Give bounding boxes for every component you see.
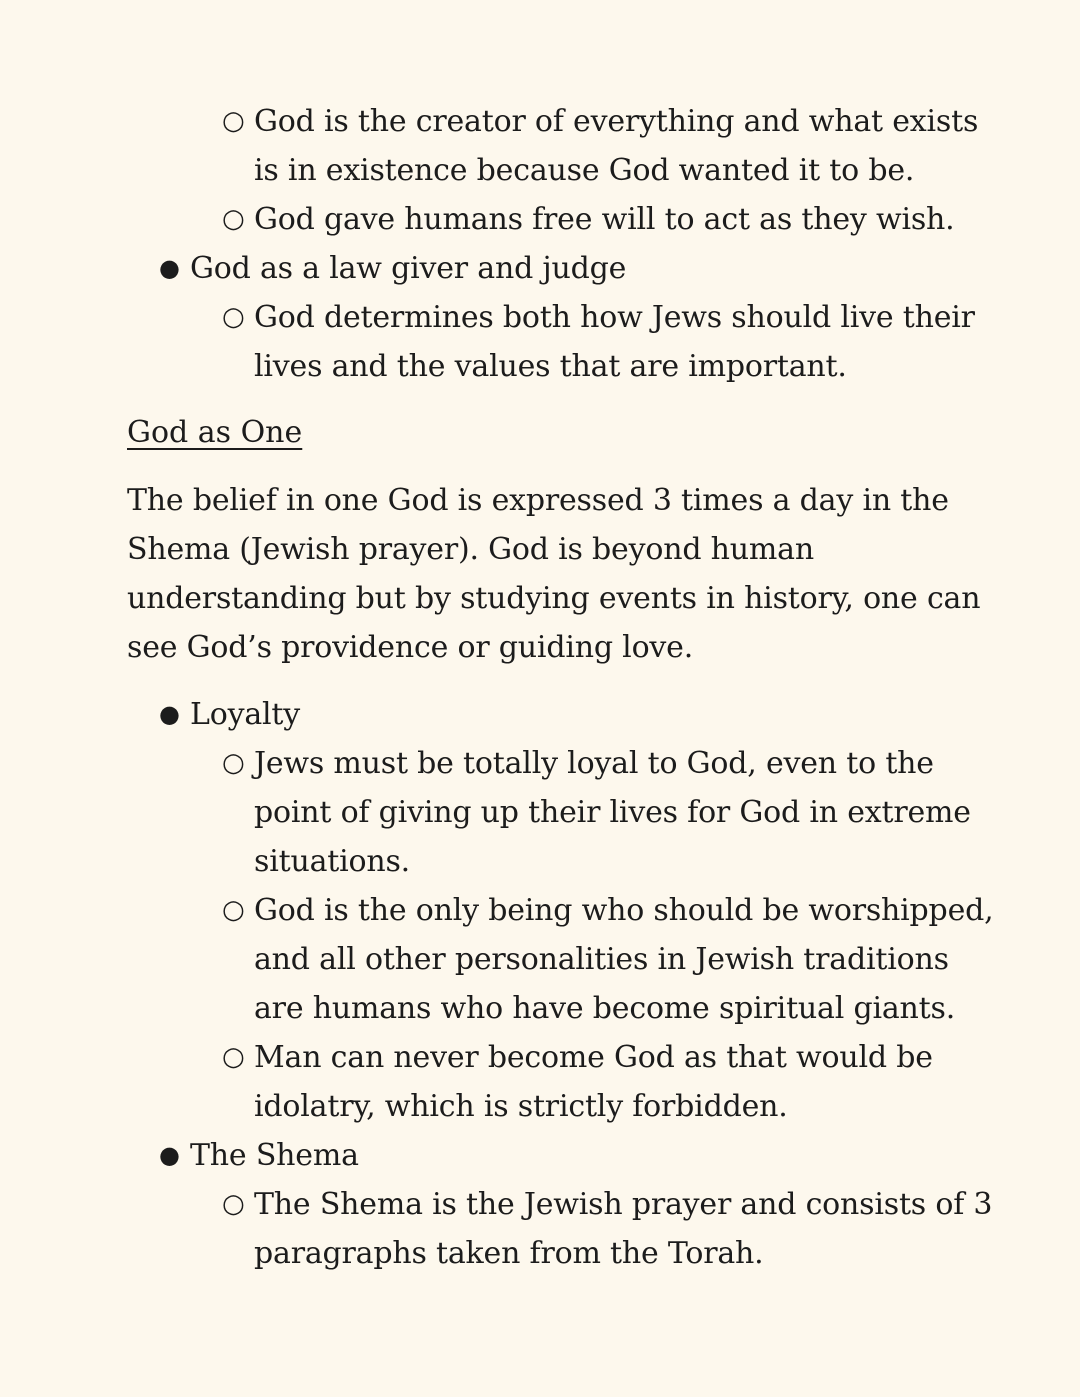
main-bullet-icon: ●: [159, 1141, 180, 1169]
paragraph-line-4: see God’s providence or guiding love.: [127, 630, 694, 665]
loyalty-item-3-line-1: Man can never become God as that would be: [254, 1040, 933, 1075]
paragraph-line-3: understanding but by studying events in history, one can: [127, 581, 981, 616]
creator-line-2: is in existence because God wanted it to be.: [254, 153, 915, 188]
loyalty-item-3-line-2: idolatry, which is strictly forbidden.: [254, 1089, 788, 1124]
main-bullet-icon: ●: [159, 700, 180, 728]
sub-bullet-icon: ○: [222, 302, 245, 332]
loyalty-label: Loyalty: [190, 697, 301, 732]
loyalty-item-2-line-3: are humans who have become spiritual giants.: [254, 991, 956, 1026]
section-heading: God as One: [127, 415, 303, 450]
loyalty-item-2-line-1: God is the only being who should be worshipped,: [254, 893, 994, 928]
law-giver-detail-line-2: lives and the values that are important.: [254, 349, 847, 384]
loyalty-item-1-line-2: point of giving up their lives for God in extreme: [254, 795, 971, 830]
sub-bullet-icon: ○: [222, 1042, 245, 1072]
sub-bullet-icon: ○: [222, 748, 245, 778]
loyalty-item-1-line-1: Jews must be totally loyal to God, even to the: [254, 746, 934, 781]
shema-detail-line-2: paragraphs taken from the Torah.: [254, 1236, 764, 1271]
loyalty-item-1-line-3: situations.: [254, 844, 411, 879]
law-giver-label: God as a law giver and judge: [190, 251, 627, 286]
free-will-line: God gave humans free will to act as they wish.: [254, 202, 955, 237]
sub-bullet-icon: ○: [222, 1189, 245, 1219]
shema-detail-line-1: The Shema is the Jewish prayer and consists of 3: [254, 1187, 993, 1222]
law-giver-detail-line-1: God determines both how Jews should live their: [254, 300, 975, 335]
paragraph-line-2: Shema (Jewish prayer). God is beyond human: [127, 532, 814, 567]
sub-bullet-icon: ○: [222, 895, 245, 925]
sub-bullet-icon: ○: [222, 106, 245, 136]
sub-bullet-icon: ○: [222, 204, 245, 234]
loyalty-item-2-line-2: and all other personalities in Jewish traditions: [254, 942, 949, 977]
creator-line-1: God is the creator of everything and what exists: [254, 104, 979, 139]
paragraph-line-1: The belief in one God is expressed 3 times a day in the: [127, 483, 949, 518]
main-bullet-icon: ●: [159, 254, 180, 282]
shema-label: The Shema: [190, 1138, 359, 1173]
